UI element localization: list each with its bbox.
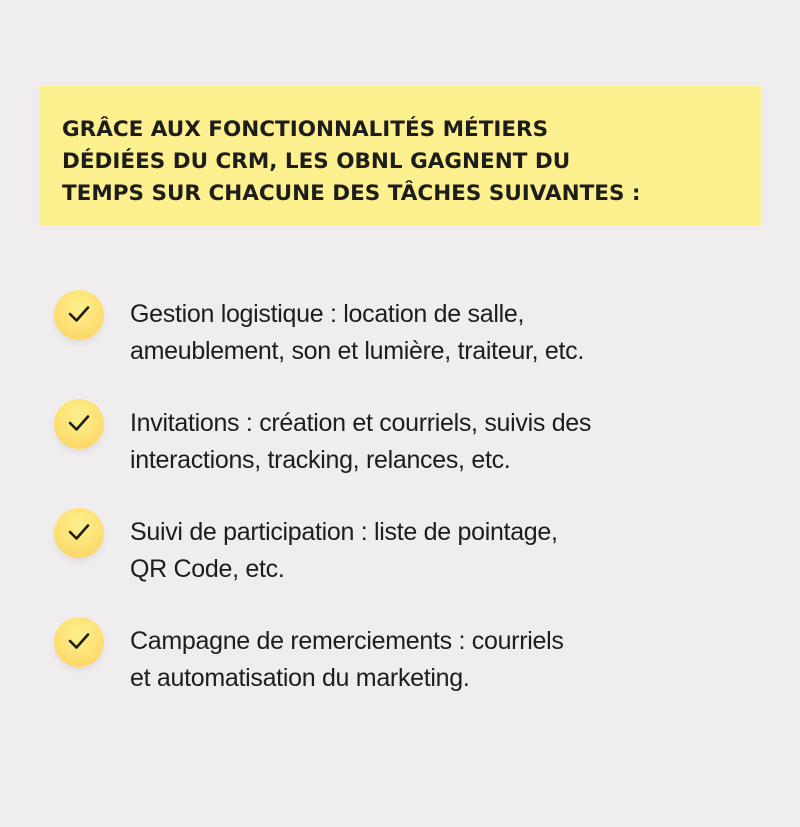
list-item bbox=[54, 617, 774, 726]
list-item bbox=[54, 399, 774, 508]
task-line: et automatisation du marketing. bbox=[130, 664, 470, 692]
banner-title-line: DÉDIÉES DU CRM, LES OBNL GAGNENT DU bbox=[62, 149, 571, 174]
task-line: Gestion logistique : location de salle, bbox=[130, 300, 525, 328]
checkmark-icon bbox=[54, 617, 104, 667]
header-banner bbox=[39, 86, 761, 226]
task-line: Invitations : création et courriels, suivis des bbox=[130, 409, 592, 437]
task-description bbox=[130, 514, 558, 588]
task-line: interactions, tracking, relances, etc. bbox=[130, 446, 511, 474]
checkmark-icon bbox=[54, 508, 104, 558]
task-description bbox=[130, 296, 584, 370]
banner-title-line: TEMPS SUR CHACUNE DES TÂCHES SUIVANTES : bbox=[62, 181, 641, 206]
task-line: Suivi de participation : liste de pointage, bbox=[130, 518, 558, 546]
banner-title-line: GRÂCE AUX FONCTIONNALITÉS MÉTIERS bbox=[62, 117, 549, 142]
task-description bbox=[130, 623, 564, 697]
checkmark-icon bbox=[54, 399, 104, 449]
list-item bbox=[54, 508, 774, 617]
task-line: QR Code, etc. bbox=[130, 555, 285, 583]
checkmark-icon bbox=[54, 290, 104, 340]
task-list bbox=[54, 290, 774, 726]
task-line: ameublement, son et lumière, traiteur, etc. bbox=[130, 337, 584, 365]
task-description bbox=[130, 405, 591, 479]
list-item bbox=[54, 290, 774, 399]
task-line: Campagne de remerciements : courriels bbox=[130, 627, 564, 655]
banner-title bbox=[62, 114, 739, 210]
